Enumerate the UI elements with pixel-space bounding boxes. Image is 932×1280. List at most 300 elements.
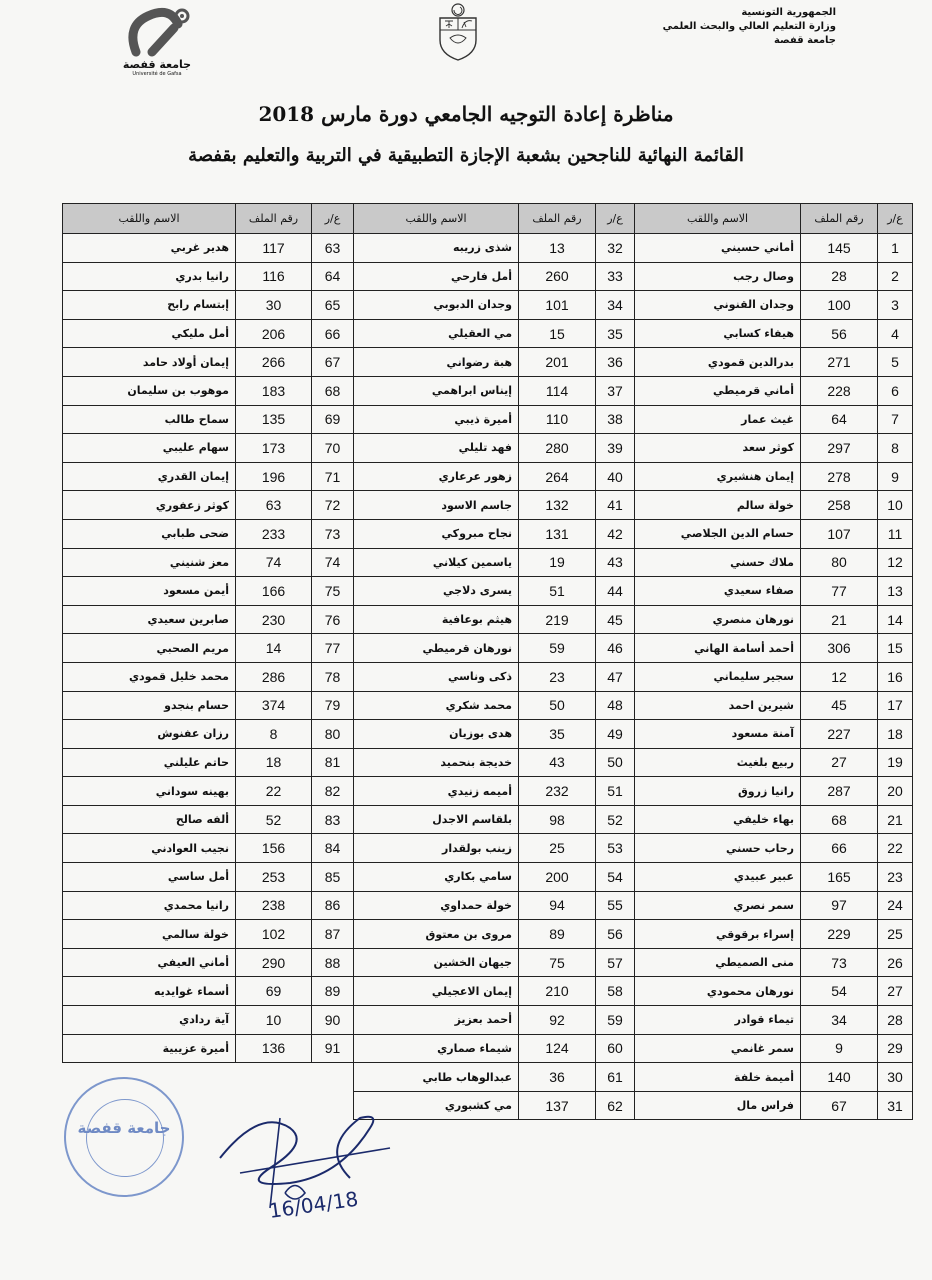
table-row [63,634,913,663]
order-cell: 2 [878,262,913,291]
student-name-cell: خديجة بنحميد [354,748,519,777]
student-name-cell: ربيع بلغيث [635,748,801,777]
student-name-cell: سماح طالب [63,405,236,434]
student-name-cell: نورهان منصري [635,605,801,634]
table-row [63,920,913,949]
student-name-cell: هبة رضواني [354,348,519,377]
table-row [63,1091,913,1120]
table-row [63,519,913,548]
file-number-cell: 156 [236,834,312,863]
table-row [63,891,913,920]
file-number-cell: 22 [236,777,312,806]
student-name-cell: إيمان أولاد حامد [63,348,236,377]
student-name-cell: أمل فارحي [354,262,519,291]
order-cell: 23 [878,863,913,892]
file-number-cell: 35 [519,720,596,749]
student-name-cell: رانيا زروق [635,777,801,806]
student-name-cell: أماني قرميطي [635,376,801,405]
file-number-cell: 77 [801,577,878,606]
file-number-cell: 165 [801,863,878,892]
order-cell: 56 [596,920,635,949]
stamp-inner-ring [86,1099,164,1177]
file-number-cell: 102 [236,920,312,949]
order-cell: 64 [312,262,354,291]
order-cell: 35 [596,319,635,348]
university-logo-icon [108,6,206,58]
page-title: مناظرة إعادة التوجيه الجامعي دورة مارس 2018 [258,102,674,126]
student-name-cell: سجير سليماني [635,662,801,691]
student-name-cell: أمل ساسي [63,863,236,892]
file-number-cell: 25 [519,834,596,863]
student-name-cell: بلقاسم الاجدل [354,805,519,834]
file-number-cell: 15 [519,319,596,348]
order-cell: 85 [312,863,354,892]
logo-name-ar: جامعة قفصة [122,58,192,71]
header-file-1: رقم الملف [801,204,878,234]
order-cell: 89 [312,977,354,1006]
table-row [63,348,913,377]
student-name-cell: وصال رجب [635,262,801,291]
order-cell: 22 [878,834,913,863]
header-name-3: الاسم واللقب [63,204,236,234]
table-row [63,319,913,348]
order-cell: 86 [312,891,354,920]
table-row [63,948,913,977]
student-name-cell: ذكى وناسي [354,662,519,691]
header-file-2: رقم الملف [519,204,596,234]
file-number-cell: 173 [236,434,312,463]
order-cell: 49 [596,720,635,749]
file-number-cell: 201 [519,348,596,377]
file-number-cell: 227 [801,720,878,749]
stamp-text: جامعة قفصة [77,1119,171,1137]
file-number-cell: 297 [801,434,878,463]
student-name-cell: إيناس ابراهمي [354,376,519,405]
order-cell: 70 [312,434,354,463]
file-number-cell: 13 [519,234,596,263]
ministry-line: وزارة التعليم العالي والبحث العلمي [662,21,836,32]
student-name-cell: رحاب حسني [635,834,801,863]
file-number-cell: 45 [801,691,878,720]
student-name-cell: خولة سالمي [63,920,236,949]
file-number-cell: 306 [801,634,878,663]
university-line: جامعة قفصة [773,35,836,46]
student-name-cell: أميمة خلفة [635,1063,801,1092]
file-number-cell: 10 [236,1006,312,1035]
table-row [63,405,913,434]
file-number-cell: 110 [519,405,596,434]
table-row [63,1006,913,1035]
table-header [63,204,913,234]
order-cell: 33 [596,262,635,291]
file-number-cell: 264 [519,462,596,491]
student-name-cell: خولة سالم [635,491,801,520]
table-row [63,577,913,606]
student-name-cell: إيمان هنشيري [635,462,801,491]
order-cell: 69 [312,405,354,434]
student-name-cell: ملاك حسني [635,548,801,577]
table-row [63,548,913,577]
student-name-cell: خولة حمداوي [354,891,519,920]
order-cell: 24 [878,891,913,920]
file-number-cell: 232 [519,777,596,806]
order-cell: 36 [596,348,635,377]
student-name-cell: نجاح مبروكي [354,519,519,548]
file-number-cell: 258 [801,491,878,520]
file-number-cell: 34 [801,1006,878,1035]
order-cell: 37 [596,376,635,405]
student-name-cell: إسراء برقوقي [635,920,801,949]
order-cell: 45 [596,605,635,634]
student-name-cell: رانيا بدري [63,262,236,291]
order-cell: 32 [596,234,635,263]
student-name-cell: سامي بكاري [354,863,519,892]
order-cell: 26 [878,948,913,977]
file-number-cell: 271 [801,348,878,377]
student-name-cell: محمد خليل قمودي [63,662,236,691]
order-cell: 67 [312,348,354,377]
student-name-cell: أميرة ذيبي [354,405,519,434]
student-name-cell: كوثر زعفوري [63,491,236,520]
student-name-cell: أسماء غوايديه [63,977,236,1006]
order-cell: 53 [596,834,635,863]
file-number-cell: 228 [801,376,878,405]
student-name-cell: زينب بولقدار [354,834,519,863]
order-cell: 60 [596,1034,635,1063]
order-cell: 59 [596,1006,635,1035]
table-row [63,662,913,691]
student-name-cell: سهام عليبي [63,434,236,463]
student-name-cell: نجيب العوادني [63,834,236,863]
student-name-cell: هدير غربي [63,234,236,263]
order-cell: 9 [878,462,913,491]
file-number-cell: 117 [236,234,312,263]
student-name-cell: حاتم عليلني [63,748,236,777]
table-row [63,977,913,1006]
order-cell: 39 [596,434,635,463]
order-cell: 20 [878,777,913,806]
order-cell: 88 [312,948,354,977]
student-name-cell: أيمن مسعود [63,577,236,606]
student-name-cell: صفاء سعيدي [635,577,801,606]
file-number-cell: 51 [519,577,596,606]
header-file-3: رقم الملف [236,204,312,234]
logo-name-fr: Université de Gafsa [132,71,182,77]
order-cell: 4 [878,319,913,348]
student-name-cell: مي العقيلي [354,319,519,348]
order-cell: 38 [596,405,635,434]
official-stamp [64,1077,184,1197]
table-row [63,434,913,463]
order-cell: 65 [312,291,354,320]
file-number-cell: 260 [519,262,596,291]
order-cell: 51 [596,777,635,806]
table-row [63,805,913,834]
student-name-cell: إيمان القدري [63,462,236,491]
file-number-cell: 80 [801,548,878,577]
handwritten-signature [200,1088,420,1238]
file-number-cell: 19 [519,548,596,577]
student-name-cell: ضحى طبابي [63,519,236,548]
header-name-2: الاسم واللقب [354,204,519,234]
order-cell: 87 [312,920,354,949]
order-cell: 18 [878,720,913,749]
file-number-cell: 94 [519,891,596,920]
file-number-cell: 290 [236,948,312,977]
student-name-cell: بهينه سوداني [63,777,236,806]
order-cell: 28 [878,1006,913,1035]
file-number-cell: 56 [801,319,878,348]
student-name-cell: تيماء قوادر [635,1006,801,1035]
file-number-cell: 253 [236,863,312,892]
student-name-cell: أماني العيفي [63,948,236,977]
file-number-cell: 67 [801,1091,878,1120]
file-number-cell: 54 [801,977,878,1006]
student-name-cell: يسرى دلاجي [354,577,519,606]
student-name-cell: رانيا محمدي [63,891,236,920]
table-row [63,376,913,405]
file-number-cell: 278 [801,462,878,491]
order-cell: 6 [878,376,913,405]
letterhead [656,6,836,48]
file-number-cell: 374 [236,691,312,720]
header-order-1: ع/ر [878,204,913,234]
file-number-cell: 66 [801,834,878,863]
table-row [63,777,913,806]
file-number-cell: 89 [519,920,596,949]
order-cell: 58 [596,977,635,1006]
header-order-2: ع/ر [596,204,635,234]
table-row [63,234,913,263]
order-cell: 8 [878,434,913,463]
file-number-cell: 183 [236,376,312,405]
order-cell: 10 [878,491,913,520]
file-number-cell: 196 [236,462,312,491]
file-number-cell: 101 [519,291,596,320]
student-name-cell: سمر نصري [635,891,801,920]
order-cell: 25 [878,920,913,949]
file-number-cell: 135 [236,405,312,434]
file-number-cell: 286 [236,662,312,691]
file-number-cell: 50 [519,691,596,720]
student-name-cell: إبتسام رابح [63,291,236,320]
file-number-cell: 287 [801,777,878,806]
file-number-cell: 280 [519,434,596,463]
order-cell: 14 [878,605,913,634]
table-row [63,748,913,777]
file-number-cell: 100 [801,291,878,320]
file-number-cell: 36 [519,1063,596,1092]
header-name-1: الاسم واللقب [635,204,801,234]
order-cell: 80 [312,720,354,749]
order-cell: 43 [596,548,635,577]
student-name-cell: عبير عبيدي [635,863,801,892]
file-number-cell: 97 [801,891,878,920]
file-number-cell: 14 [236,634,312,663]
university-logo [108,6,206,78]
student-name-cell: بهاء خليفي [635,805,801,834]
order-cell: 47 [596,662,635,691]
student-name-cell: وجدان القنوني [635,291,801,320]
file-number-cell: 124 [519,1034,596,1063]
student-name-cell: شيماء صماري [354,1034,519,1063]
order-cell: 27 [878,977,913,1006]
file-number-cell: 145 [801,234,878,263]
file-number-cell: 210 [519,977,596,1006]
order-cell: 52 [596,805,635,834]
file-number-cell: 75 [519,948,596,977]
file-number-cell: 136 [236,1034,312,1063]
order-cell: 5 [878,348,913,377]
table-body [63,234,913,1120]
order-cell: 21 [878,805,913,834]
table-row [63,291,913,320]
file-number-cell: 92 [519,1006,596,1035]
file-number-cell: 28 [801,262,878,291]
student-name-cell: عبدالوهاب طابي [354,1063,519,1092]
file-number-cell: 27 [801,748,878,777]
file-number-cell: 219 [519,605,596,634]
order-cell: 68 [312,376,354,405]
order-cell: 29 [878,1034,913,1063]
order-cell: 76 [312,605,354,634]
table-row [63,605,913,634]
file-number-cell: 229 [801,920,878,949]
file-number-cell: 166 [236,577,312,606]
student-name-cell: زهور عرعاري [354,462,519,491]
order-cell: 50 [596,748,635,777]
table-row [63,863,913,892]
student-name-cell: آية ردادي [63,1006,236,1035]
order-cell: 54 [596,863,635,892]
student-name-cell: وجدان الدبوبي [354,291,519,320]
order-cell: 73 [312,519,354,548]
student-name-cell: ياسمين كيلاني [354,548,519,577]
file-number-cell: 73 [801,948,878,977]
file-number-cell: 131 [519,519,596,548]
order-cell: 78 [312,662,354,691]
student-name-cell: نورهان قرميطي [354,634,519,663]
file-number-cell: 230 [236,605,312,634]
student-name-cell: مروى بن معتوق [354,920,519,949]
order-cell: 34 [596,291,635,320]
order-cell: 11 [878,519,913,548]
file-number-cell: 21 [801,605,878,634]
order-cell: 57 [596,948,635,977]
order-cell: 19 [878,748,913,777]
table-row [63,262,913,291]
order-cell: 66 [312,319,354,348]
coat-of-arms-icon [432,2,484,62]
order-cell: 81 [312,748,354,777]
order-cell: 79 [312,691,354,720]
results-table [62,203,913,1120]
file-number-cell: 74 [236,548,312,577]
student-name-cell: فراس مال [635,1091,801,1120]
order-cell: 41 [596,491,635,520]
student-name-cell: شيرين احمد [635,691,801,720]
order-cell: 75 [312,577,354,606]
student-name-cell: معز شنيني [63,548,236,577]
student-name-cell: هدى بوزيان [354,720,519,749]
order-cell: 55 [596,891,635,920]
student-name-cell: نورهان محمودي [635,977,801,1006]
student-name-cell: صابرين سعيدي [63,605,236,634]
file-number-cell: 200 [519,863,596,892]
file-number-cell: 23 [519,662,596,691]
order-cell: 77 [312,634,354,663]
order-cell: 90 [312,1006,354,1035]
file-number-cell: 43 [519,748,596,777]
order-cell: 16 [878,662,913,691]
order-cell: 17 [878,691,913,720]
file-number-cell: 107 [801,519,878,548]
table-row [63,834,913,863]
order-cell: 62 [596,1091,635,1120]
order-cell: 40 [596,462,635,491]
order-cell: 7 [878,405,913,434]
file-number-cell: 68 [801,805,878,834]
order-cell: 31 [878,1091,913,1120]
file-number-cell: 30 [236,291,312,320]
signature-date: 16/04/18 [267,1186,360,1223]
student-name-cell: موهوب بن سليمان [63,376,236,405]
order-cell: 71 [312,462,354,491]
file-number-cell: 266 [236,348,312,377]
student-name-cell: فهد تليلي [354,434,519,463]
student-name-cell: ألفه صالح [63,805,236,834]
table-row [63,1034,913,1063]
table-row [63,691,913,720]
student-name-cell: شذى زريبه [354,234,519,263]
file-number-cell: 8 [236,720,312,749]
student-name-cell: غيث عمار [635,405,801,434]
file-number-cell: 63 [236,491,312,520]
file-number-cell: 238 [236,891,312,920]
student-name-cell: إيمان الاعجيلي [354,977,519,1006]
order-cell: 12 [878,548,913,577]
order-cell: 84 [312,834,354,863]
order-cell: 74 [312,548,354,577]
table-row [63,1063,913,1092]
order-cell: 63 [312,234,354,263]
order-cell: 72 [312,491,354,520]
order-cell: 48 [596,691,635,720]
file-number-cell: 59 [519,634,596,663]
file-number-cell: 140 [801,1063,878,1092]
student-name-cell: رزان عفنوش [63,720,236,749]
student-name-cell: جاسم الاسود [354,491,519,520]
order-cell: 42 [596,519,635,548]
file-number-cell: 114 [519,376,596,405]
order-cell: 61 [596,1063,635,1092]
order-cell: 83 [312,805,354,834]
student-name-cell: منى الصميطي [635,948,801,977]
student-name-cell: محمد شكري [354,691,519,720]
file-number-cell: 12 [801,662,878,691]
student-name-cell: سمر غانمي [635,1034,801,1063]
student-name-cell: أميرة عزيبية [63,1034,236,1063]
student-name-cell: أحمد أسامة الهاني [635,634,801,663]
student-name-cell: حسام بنجدو [63,691,236,720]
file-number-cell: 69 [236,977,312,1006]
order-cell: 30 [878,1063,913,1092]
order-cell: 1 [878,234,913,263]
student-name-cell: أميمه زنيدي [354,777,519,806]
student-name-cell: حسام الدين الجلاصي [635,519,801,548]
table-row [63,462,913,491]
file-number-cell: 132 [519,491,596,520]
